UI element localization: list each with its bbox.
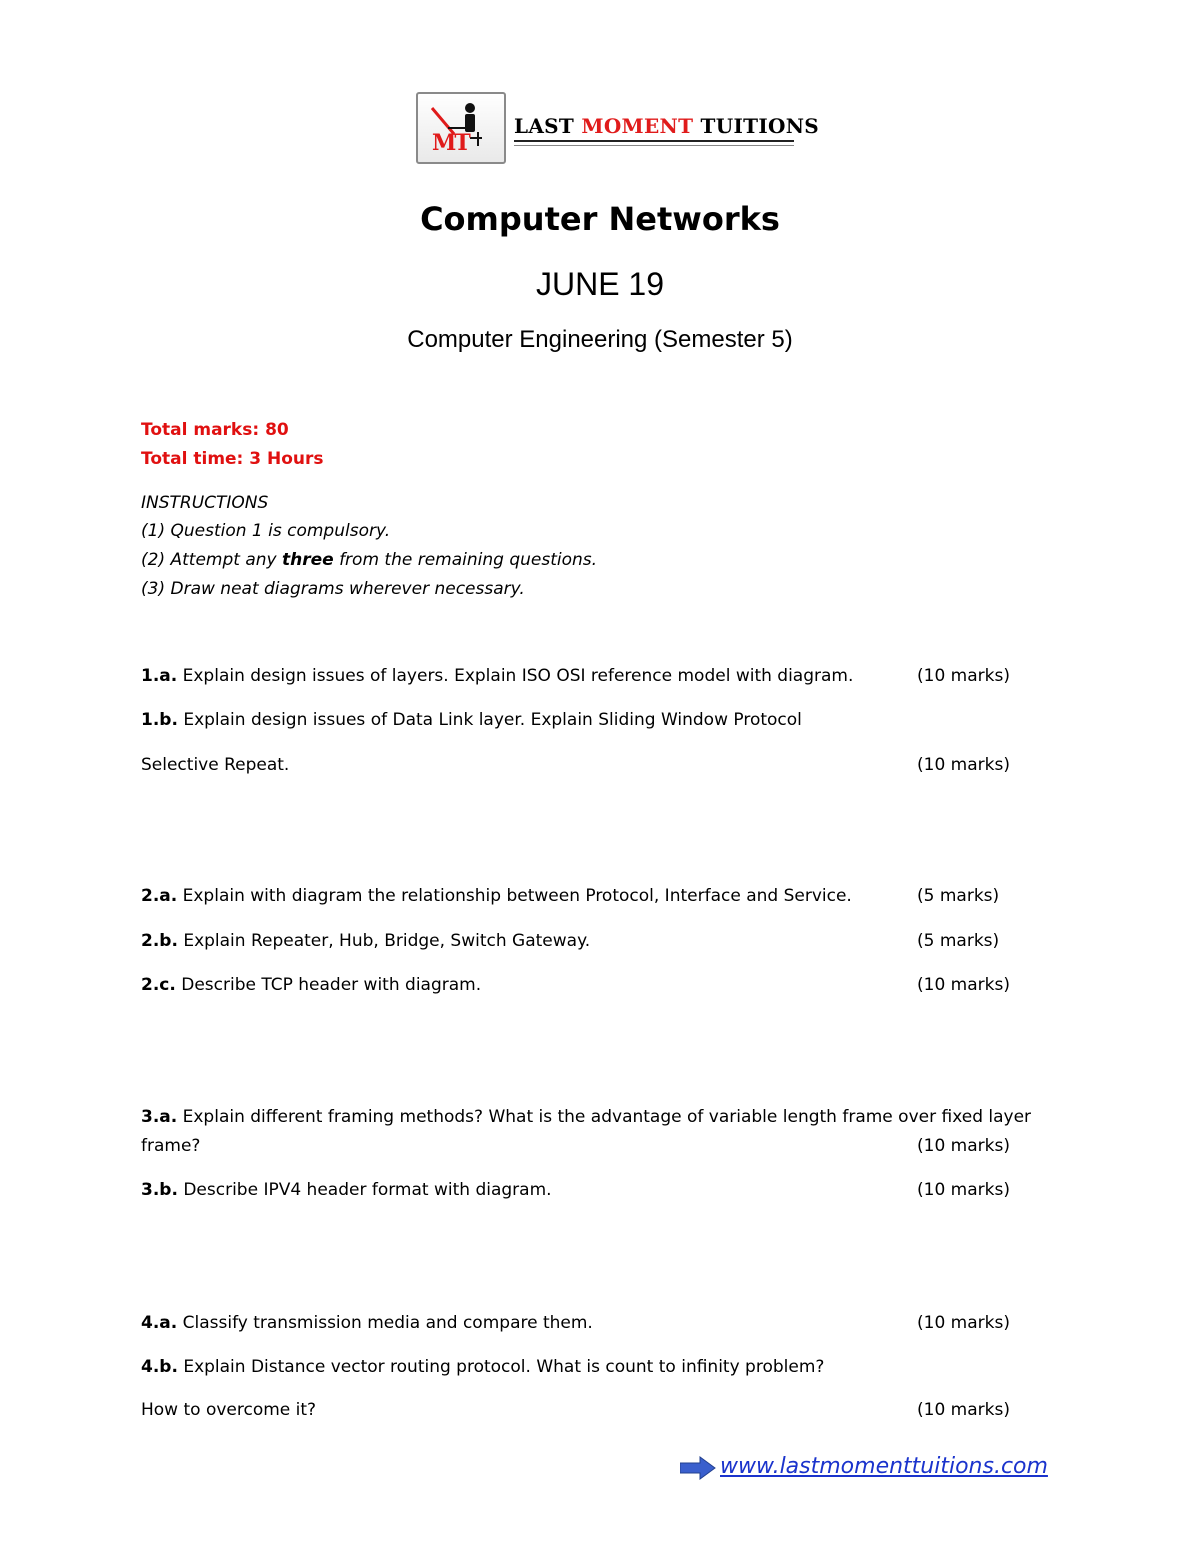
question-2a: [141, 886, 852, 906]
question-number: 2.a.: [141, 886, 178, 906]
question-number: 2.c.: [141, 975, 176, 995]
instruction-3: (3) Draw neat diagrams wherever necessary.: [141, 579, 525, 599]
brand-logo: [416, 92, 820, 174]
question-2a-marks: (5 marks): [917, 886, 1000, 906]
instruction-2-pre: (2) Attempt any: [141, 550, 282, 570]
instruction-2-emphasis: three: [281, 550, 334, 570]
question-1b-continued: Selective Repeat.: [141, 755, 290, 775]
page-subtitle: Computer Engineering (Semester 5): [407, 326, 793, 353]
question-number: 4.a.: [141, 1313, 178, 1333]
exam-date: JUNE 19: [535, 266, 665, 302]
brand-part-2: MOMENT: [581, 114, 694, 138]
question-3b-marks: (10 marks): [917, 1180, 1010, 1200]
instruction-2-post: from the remaining questions.: [333, 550, 598, 570]
question-4b-marks: (10 marks): [917, 1400, 1010, 1420]
logo-underline: [514, 140, 794, 142]
question-text: Explain Distance vector routing protocol. What is count to infinity problem?: [177, 1357, 825, 1377]
right-arrow-icon: [680, 1456, 716, 1480]
question-4b: [141, 1357, 824, 1377]
question-text: Explain Repeater, Hub, Bridge, Switch Gateway.: [177, 931, 591, 951]
total-marks: Total marks: 80: [141, 420, 289, 440]
question-2b-marks: (5 marks): [917, 931, 1000, 951]
logo-underline-thin: [514, 145, 794, 146]
question-4a: [141, 1313, 593, 1333]
logo-brand-text: [514, 114, 819, 138]
question-number: 4.b.: [141, 1357, 178, 1377]
question-text: Explain with diagram the relationship between Protocol, Interface and Service.: [177, 886, 852, 906]
brand-part-1: LAST: [514, 114, 582, 138]
question-3a-continued: frame?: [141, 1136, 201, 1156]
question-1a-marks: (10 marks): [917, 666, 1010, 686]
question-text: Explain design issues of layers. Explain ISO OSI reference model with diagram.: [177, 666, 854, 686]
question-number: 3.b.: [141, 1180, 178, 1200]
question-3a-marks: (10 marks): [917, 1136, 1010, 1156]
question-text: Describe TCP header with diagram.: [175, 975, 482, 995]
question-1b: [141, 710, 802, 730]
brand-part-3: TUITIONS: [693, 114, 820, 138]
question-number: 1.a.: [141, 666, 178, 686]
question-number: 3.a.: [141, 1107, 178, 1127]
question-4a-marks: (10 marks): [917, 1313, 1010, 1333]
question-number: 2.b.: [141, 931, 178, 951]
question-text: Explain different framing methods? What is the advantage of variable length frame over fixed layer: [177, 1107, 1032, 1127]
question-2c: [141, 975, 481, 995]
logo-emblem: [416, 92, 506, 164]
question-text: Describe IPV4 header format with diagram.: [177, 1180, 552, 1200]
instructions-heading: INSTRUCTIONS: [141, 493, 269, 513]
total-time: Total time: 3 Hours: [141, 449, 324, 469]
question-2c-marks: (10 marks): [917, 975, 1010, 995]
question-3b: [141, 1180, 552, 1200]
question-1b-marks: (10 marks): [917, 755, 1010, 775]
question-4b-continued: How to overcome it?: [141, 1400, 317, 1420]
logo-monogram: MT: [432, 130, 469, 156]
question-1a: [141, 666, 853, 686]
instruction-1: (1) Question 1 is compulsory.: [141, 521, 391, 541]
question-2b: [141, 931, 590, 951]
question-3a: [141, 1107, 1031, 1127]
question-number: 1.b.: [141, 710, 178, 730]
question-text: Explain design issues of Data Link layer. Explain Sliding Window Protocol: [177, 710, 802, 730]
page-title: Computer Networks: [420, 200, 780, 238]
instruction-2: [141, 550, 597, 570]
question-text: Classify transmission media and compare them.: [177, 1313, 593, 1333]
website-link[interactable]: www.lastmomenttuitions.com: [720, 1454, 1048, 1479]
